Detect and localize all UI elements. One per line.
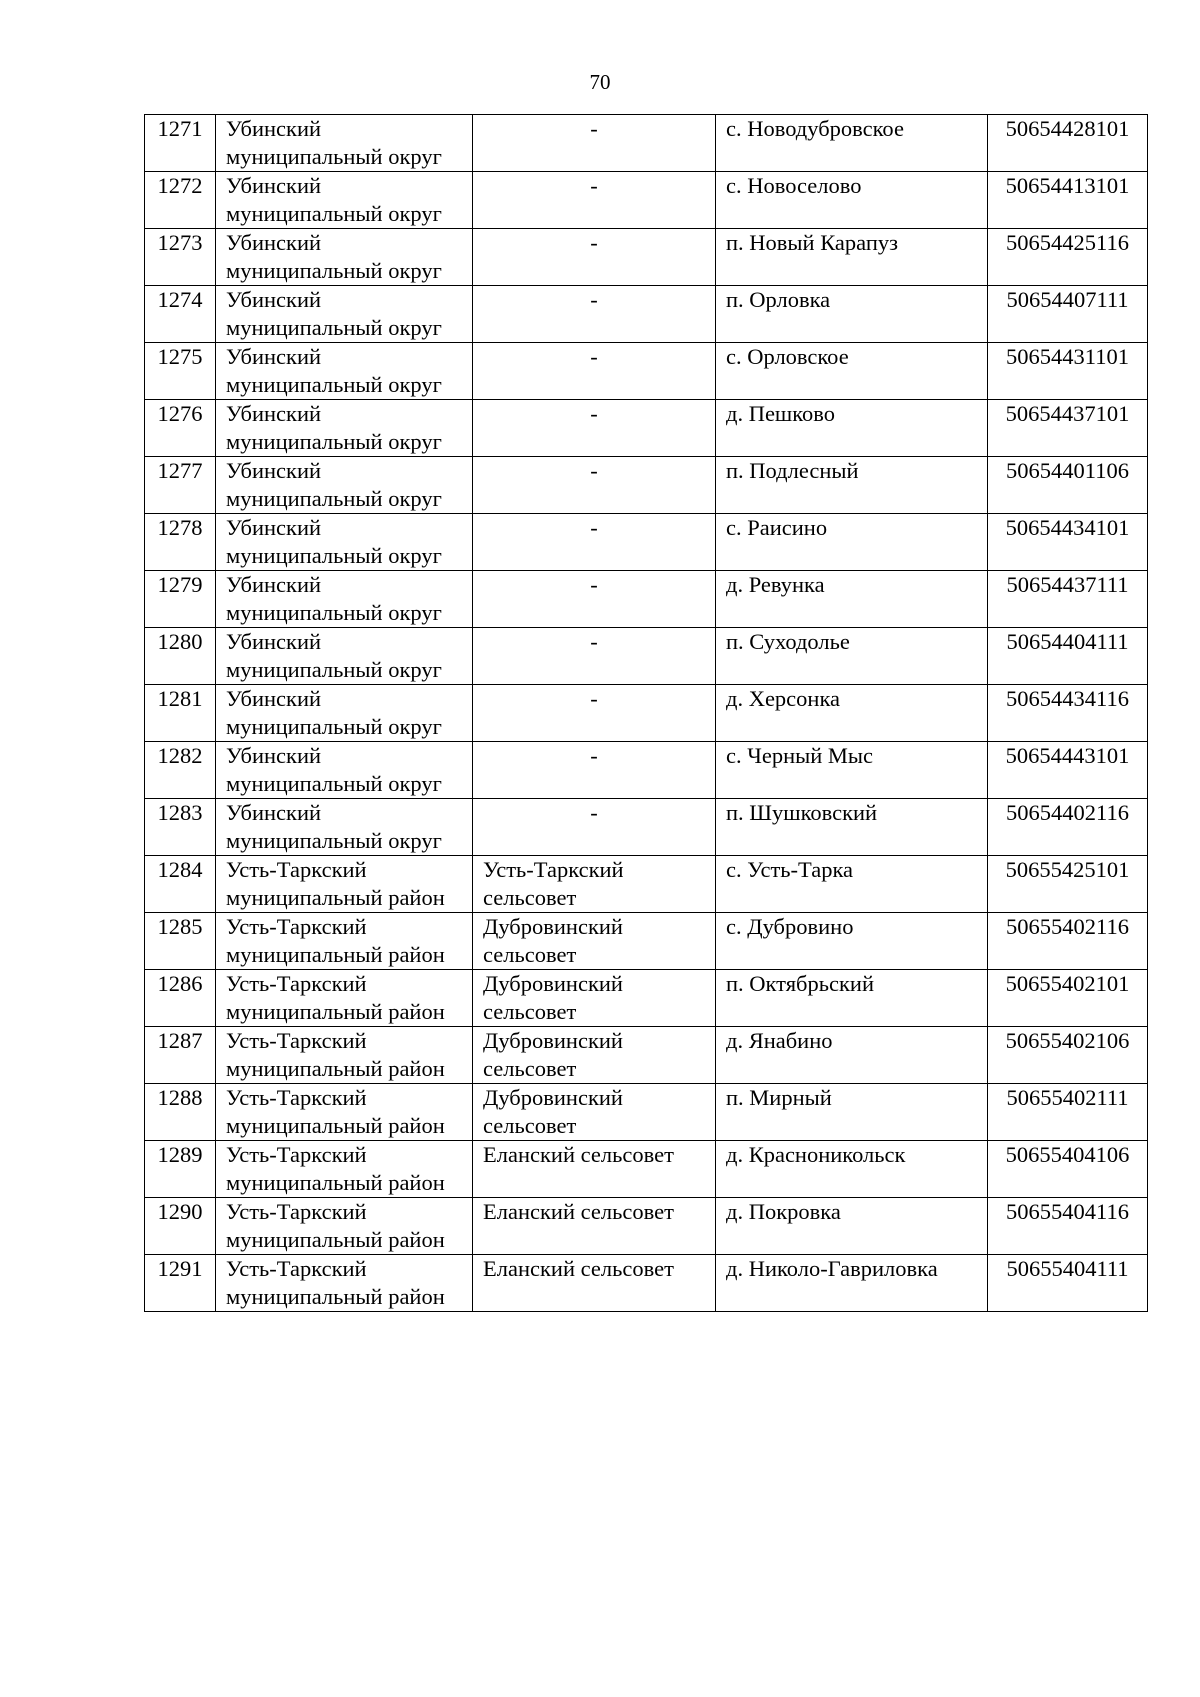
page-number: 70: [589, 70, 611, 94]
row-number-cell: 1272: [145, 172, 216, 229]
subdivision-cell: -: [473, 286, 716, 343]
row-number-cell: 1288: [145, 1084, 216, 1141]
locality-cell: с. Орловское: [716, 343, 988, 400]
locality-cell: с. Раисино: [716, 514, 988, 571]
row-number-cell: 1290: [145, 1198, 216, 1255]
locality-cell: с. Дубровино: [716, 913, 988, 970]
locality-cell: п. Октябрьский: [716, 970, 988, 1027]
table-row: [145, 343, 1148, 400]
row-number-cell: 1274: [145, 286, 216, 343]
municipality-cell: Усть-Таркский муниципальный район: [216, 913, 473, 970]
table-row: [145, 1141, 1148, 1198]
municipality-cell: Усть-Таркский муниципальный район: [216, 1141, 473, 1198]
settlements-table: [144, 114, 1148, 1312]
locality-cell: д. Покровка: [716, 1198, 988, 1255]
code-cell: 50655404111: [988, 1255, 1148, 1312]
table-row: [145, 685, 1148, 742]
municipality-cell: Убинский муниципальный округ: [216, 115, 473, 172]
subdivision-cell: Еланский сельсовет: [473, 1198, 716, 1255]
code-cell: 50655404116: [988, 1198, 1148, 1255]
code-cell: 50654434101: [988, 514, 1148, 571]
code-cell: 50654425116: [988, 229, 1148, 286]
subdivision-cell: Еланский сельсовет: [473, 1255, 716, 1312]
row-number-cell: 1273: [145, 229, 216, 286]
locality-cell: п. Новый Карапуз: [716, 229, 988, 286]
municipality-cell: Убинский муниципальный округ: [216, 685, 473, 742]
subdivision-cell: -: [473, 685, 716, 742]
subdivision-cell: Дубровинский сельсовет: [473, 970, 716, 1027]
locality-cell: п. Орловка: [716, 286, 988, 343]
row-number-cell: 1278: [145, 514, 216, 571]
code-cell: 50655404106: [988, 1141, 1148, 1198]
table-row: [145, 1027, 1148, 1084]
code-cell: 50654407111: [988, 286, 1148, 343]
locality-cell: с. Усть-Тарка: [716, 856, 988, 913]
municipality-cell: Убинский муниципальный округ: [216, 172, 473, 229]
locality-cell: п. Суходолье: [716, 628, 988, 685]
subdivision-cell: -: [473, 229, 716, 286]
code-cell: 50655402106: [988, 1027, 1148, 1084]
code-cell: 50655402116: [988, 913, 1148, 970]
municipality-cell: Убинский муниципальный округ: [216, 742, 473, 799]
table-row: [145, 628, 1148, 685]
row-number-cell: 1271: [145, 115, 216, 172]
table-row: [145, 229, 1148, 286]
row-number-cell: 1281: [145, 685, 216, 742]
row-number-cell: 1279: [145, 571, 216, 628]
table-row: [145, 514, 1148, 571]
row-number-cell: 1277: [145, 457, 216, 514]
municipality-cell: Усть-Таркский муниципальный район: [216, 1084, 473, 1141]
municipality-cell: Убинский муниципальный округ: [216, 628, 473, 685]
locality-cell: п. Подлесный: [716, 457, 988, 514]
subdivision-cell: Дубровинский сельсовет: [473, 913, 716, 970]
code-cell: 50655402101: [988, 970, 1148, 1027]
row-number-cell: 1283: [145, 799, 216, 856]
table-row: [145, 913, 1148, 970]
locality-cell: с. Черный Мыс: [716, 742, 988, 799]
code-cell: 50654402116: [988, 799, 1148, 856]
municipality-cell: Усть-Таркский муниципальный район: [216, 1027, 473, 1084]
table-row: [145, 400, 1148, 457]
subdivision-cell: -: [473, 514, 716, 571]
locality-cell: с. Новоселово: [716, 172, 988, 229]
row-number-cell: 1289: [145, 1141, 216, 1198]
municipality-cell: Убинский муниципальный округ: [216, 343, 473, 400]
code-cell: 50654437101: [988, 400, 1148, 457]
subdivision-cell: Дубровинский сельсовет: [473, 1084, 716, 1141]
table-row: [145, 1255, 1148, 1312]
table-row: [145, 172, 1148, 229]
municipality-cell: Убинский муниципальный округ: [216, 229, 473, 286]
code-cell: 50654401106: [988, 457, 1148, 514]
locality-cell: д. Пешково: [716, 400, 988, 457]
locality-cell: д. Херсонка: [716, 685, 988, 742]
municipality-cell: Усть-Таркский муниципальный район: [216, 1255, 473, 1312]
subdivision-cell: -: [473, 172, 716, 229]
code-cell: 50654437111: [988, 571, 1148, 628]
code-cell: 50655402111: [988, 1084, 1148, 1141]
subdivision-cell: -: [473, 400, 716, 457]
municipality-cell: Убинский муниципальный округ: [216, 571, 473, 628]
table-row: [145, 742, 1148, 799]
row-number-cell: 1282: [145, 742, 216, 799]
locality-cell: д. Янабино: [716, 1027, 988, 1084]
subdivision-cell: Дубровинский сельсовет: [473, 1027, 716, 1084]
table-row: [145, 970, 1148, 1027]
subdivision-cell: -: [473, 457, 716, 514]
code-cell: 50654443101: [988, 742, 1148, 799]
table-row: [145, 1084, 1148, 1141]
municipality-cell: Усть-Таркский муниципальный район: [216, 970, 473, 1027]
subdivision-cell: Еланский сельсовет: [473, 1141, 716, 1198]
locality-cell: с. Новодубровское: [716, 115, 988, 172]
municipality-cell: Убинский муниципальный округ: [216, 799, 473, 856]
code-cell: 50654431101: [988, 343, 1148, 400]
code-cell: 50654434116: [988, 685, 1148, 742]
code-cell: 50654428101: [988, 115, 1148, 172]
municipality-cell: Убинский муниципальный округ: [216, 514, 473, 571]
code-cell: 50654413101: [988, 172, 1148, 229]
row-number-cell: 1286: [145, 970, 216, 1027]
subdivision-cell: -: [473, 571, 716, 628]
table-row: [145, 571, 1148, 628]
locality-cell: п. Мирный: [716, 1084, 988, 1141]
subdivision-cell: -: [473, 343, 716, 400]
locality-cell: д. Николо-Гавриловка: [716, 1255, 988, 1312]
row-number-cell: 1284: [145, 856, 216, 913]
locality-cell: п. Шушковский: [716, 799, 988, 856]
table-row: [145, 286, 1148, 343]
locality-cell: д. Ревунка: [716, 571, 988, 628]
code-cell: 50654404111: [988, 628, 1148, 685]
locality-cell: д. Красноникольск: [716, 1141, 988, 1198]
subdivision-cell: Усть-Таркский сельсовет: [473, 856, 716, 913]
subdivision-cell: -: [473, 799, 716, 856]
row-number-cell: 1291: [145, 1255, 216, 1312]
subdivision-cell: -: [473, 115, 716, 172]
table-row: [145, 1198, 1148, 1255]
row-number-cell: 1275: [145, 343, 216, 400]
table-body: [145, 115, 1148, 1312]
table-row: [145, 457, 1148, 514]
municipality-cell: Убинский муниципальный округ: [216, 286, 473, 343]
municipality-cell: Усть-Таркский муниципальный район: [216, 856, 473, 913]
table-row: [145, 799, 1148, 856]
municipality-cell: Убинский муниципальный округ: [216, 400, 473, 457]
row-number-cell: 1285: [145, 913, 216, 970]
code-cell: 50655425101: [988, 856, 1148, 913]
subdivision-cell: -: [473, 742, 716, 799]
municipality-cell: Убинский муниципальный округ: [216, 457, 473, 514]
table-row: [145, 115, 1148, 172]
table-row: [145, 856, 1148, 913]
row-number-cell: 1276: [145, 400, 216, 457]
row-number-cell: 1280: [145, 628, 216, 685]
row-number-cell: 1287: [145, 1027, 216, 1084]
subdivision-cell: -: [473, 628, 716, 685]
municipality-cell: Усть-Таркский муниципальный район: [216, 1198, 473, 1255]
